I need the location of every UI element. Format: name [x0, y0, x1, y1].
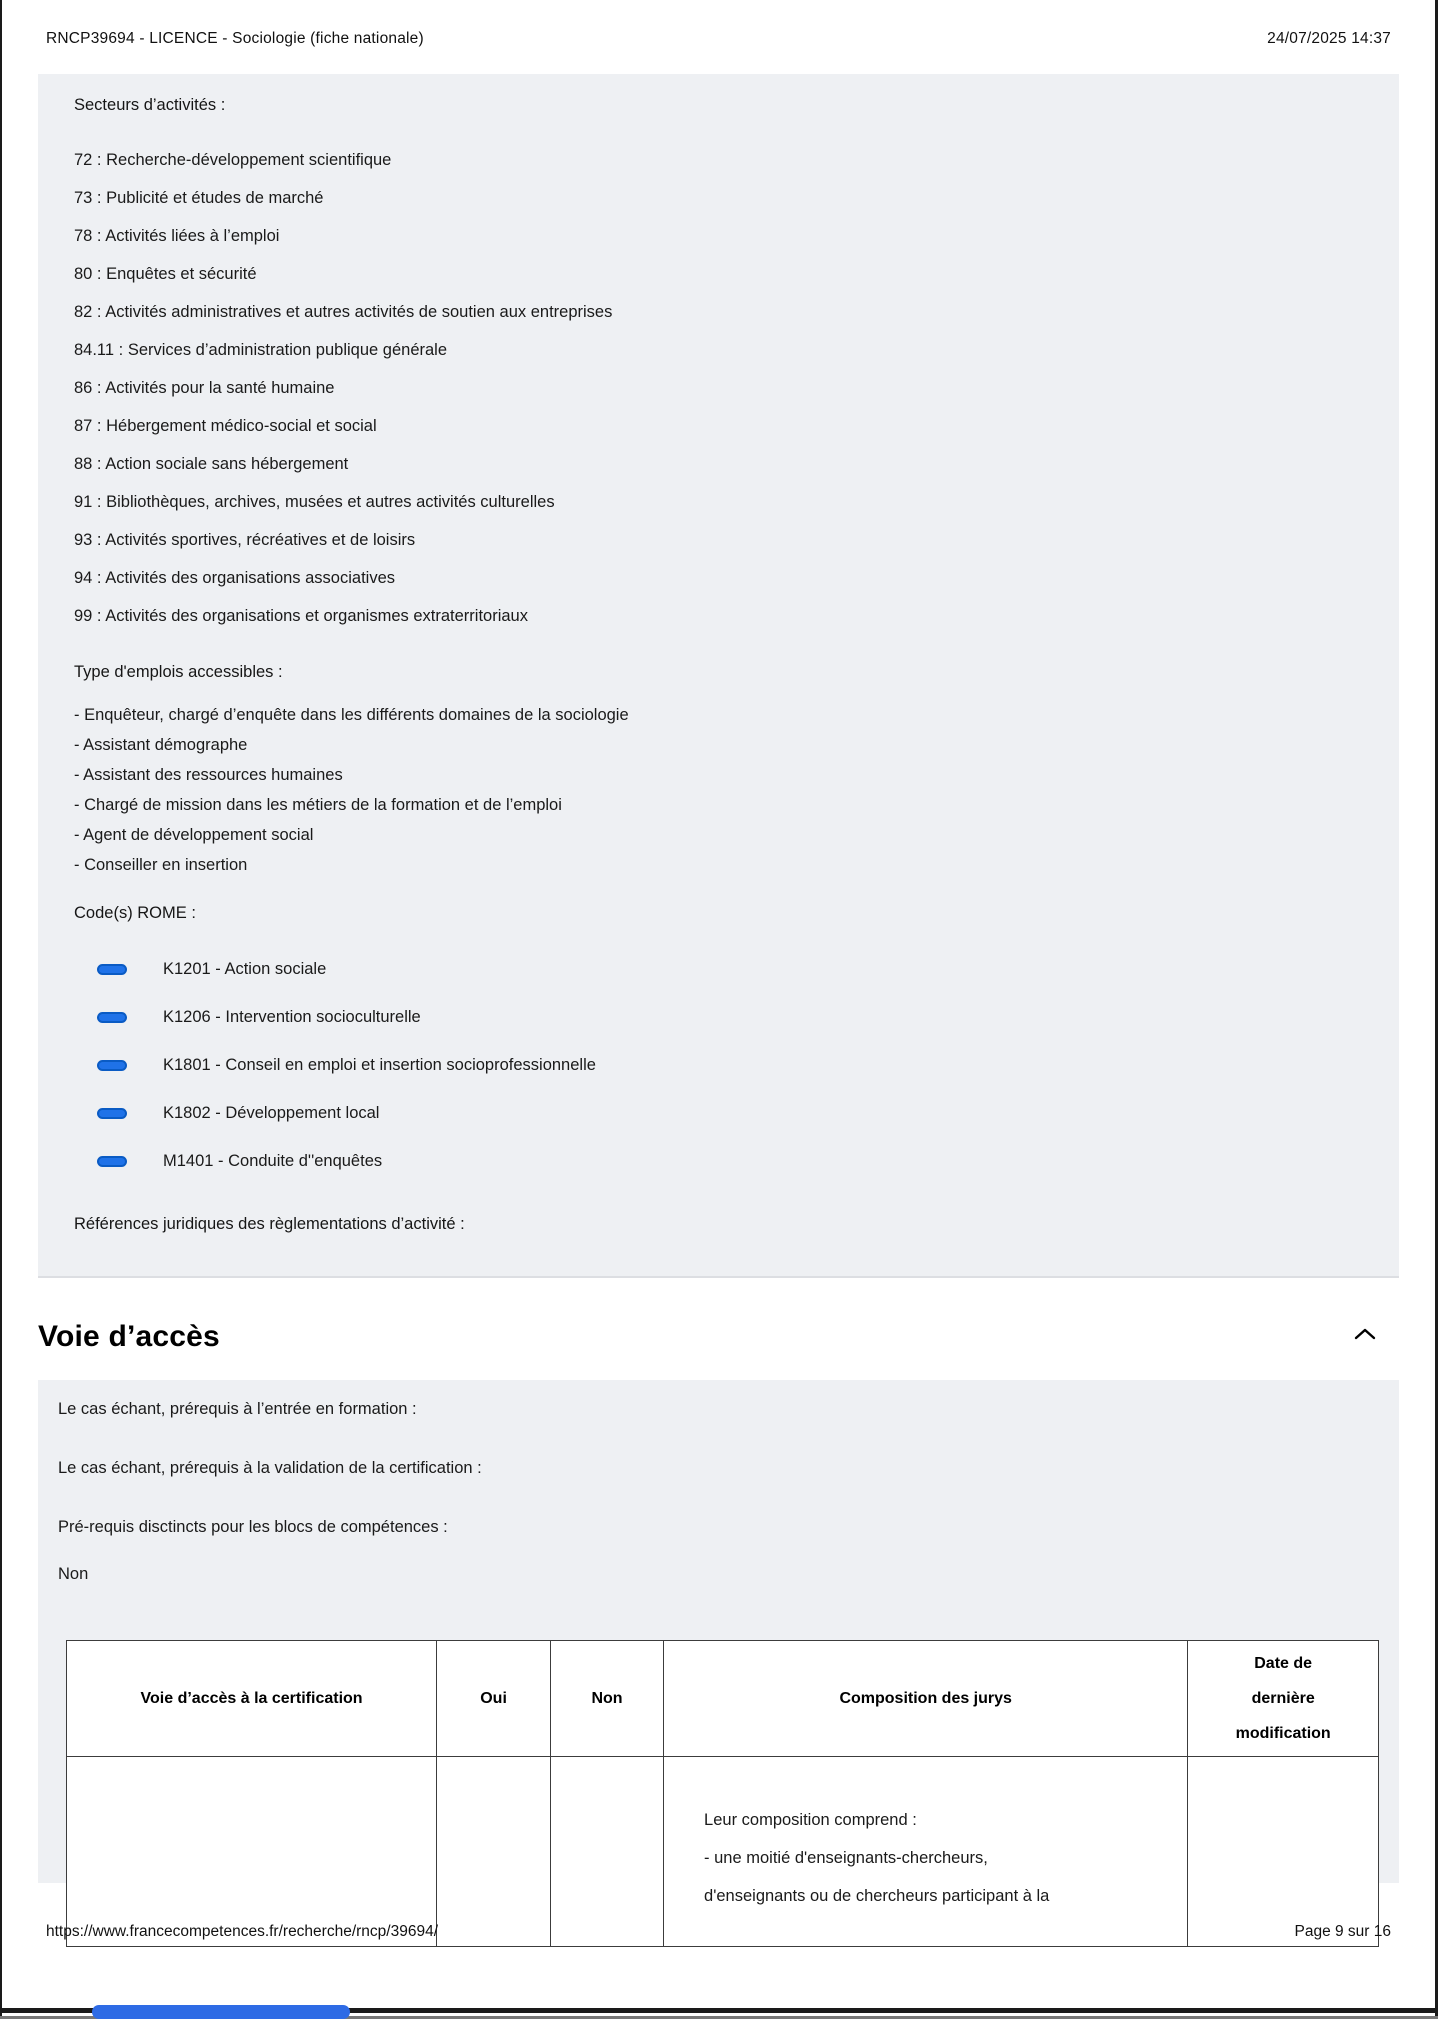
composition-line: Leur composition comprend :	[704, 1811, 917, 1829]
rome-code-label: K1802 - Développement local	[163, 1103, 380, 1122]
page-header	[2, 0, 1435, 48]
sector-item: 80 : Enquêtes et sécurité	[74, 265, 257, 283]
cell-composition	[664, 1757, 1188, 1947]
rome-code-item	[74, 1089, 1363, 1137]
sector-item: 84.11 : Services d’administration publique générale	[74, 341, 448, 359]
rome-codes-list	[74, 945, 1363, 1185]
cell-non	[551, 1757, 664, 1947]
sector-item: 87 : Hébergement médico-social et social	[74, 417, 377, 435]
page-footer	[2, 1923, 1435, 1941]
rome-code-item	[74, 1041, 1363, 1089]
rome-bullet-icon	[97, 1108, 127, 1119]
document-title: RNCP39694 - LICENCE - Sociologie (fiche nationale)	[46, 30, 424, 47]
sector-item: 82 : Activités administratives et autres activités de soutien aux entreprises	[74, 303, 613, 321]
sector-item: 88 : Action sociale sans hébergement	[74, 455, 349, 473]
cell-date-modification	[1188, 1757, 1379, 1947]
rome-bullet-icon	[97, 1060, 127, 1071]
rome-code-item	[74, 1137, 1363, 1185]
job-item: - Enquêteur, chargé d’enquête dans les différents domaines de la sociologie	[74, 706, 629, 724]
sector-item: 78 : Activités liées à l’emploi	[74, 227, 280, 245]
cell-oui	[437, 1757, 551, 1947]
print-datetime: 24/07/2025 14:37	[1267, 30, 1391, 47]
access-section-title: Voie d’accès	[38, 1320, 220, 1353]
jobs-label: Type d'emplois accessibles :	[74, 663, 283, 681]
rome-bullet-icon	[97, 1012, 127, 1023]
sector-item: 73 : Publicité et études de marché	[74, 189, 324, 207]
composition-line: d'enseignants ou de chercheurs participant à la	[704, 1887, 1050, 1905]
activity-panel	[38, 74, 1399, 1278]
col-header-non: Non	[551, 1641, 664, 1757]
prereq-validation-label: Le cas échant, prérequis à la validation de la certification :	[58, 1459, 482, 1477]
rome-bullet-icon	[97, 964, 127, 975]
sector-item: 72 : Recherche-développement scientifique	[74, 151, 392, 169]
job-item: - Assistant démographe	[74, 736, 248, 754]
access-section-header	[38, 1320, 1399, 1354]
legal-references-label: Références juridiques des règlementations d’activité :	[74, 1215, 465, 1233]
cell-voie	[67, 1757, 437, 1947]
prereq-entry-label: Le cas échant, prérequis à l’entrée en formation :	[58, 1400, 417, 1418]
chevron-up-icon[interactable]	[1353, 1326, 1377, 1347]
prereq-blocks-label: Pré-requis disctincts pour les blocs de compétences :	[58, 1518, 448, 1536]
access-table-row	[67, 1757, 1379, 1947]
job-item: - Conseiller en insertion	[74, 856, 248, 874]
bottom-blue-bar	[92, 2005, 350, 2019]
col-header-oui: Oui	[437, 1641, 551, 1757]
rome-label: Code(s) ROME :	[74, 904, 196, 922]
access-panel	[38, 1380, 1399, 1905]
access-table	[66, 1640, 1379, 1947]
sectors-list	[74, 141, 1363, 635]
sector-item: 86 : Activités pour la santé humaine	[74, 379, 335, 397]
jobs-list	[74, 700, 1363, 880]
sector-item: 99 : Activités des organisations et organismes extraterritoriaux	[74, 607, 528, 625]
sectors-label: Secteurs d’activités :	[74, 96, 226, 114]
col-header-composition: Composition des jurys	[664, 1641, 1188, 1757]
job-item: - Assistant des ressources humaines	[74, 766, 343, 784]
rome-code-item	[74, 993, 1363, 1041]
col-header-voie: Voie d’accès à la certification	[67, 1641, 437, 1757]
footer-url: https://www.francecompetences.fr/recherche/rncp/39694/	[46, 1923, 439, 1940]
job-item: - Agent de développement social	[74, 826, 314, 844]
rome-bullet-icon	[97, 1156, 127, 1167]
col-header-date-modification: Date de dernière modification	[1188, 1641, 1379, 1757]
access-table-header-row	[67, 1641, 1379, 1757]
rome-code-label: K1206 - Intervention socioculturelle	[163, 1007, 421, 1026]
composition-line: - une moitié d'enseignants-chercheurs,	[704, 1849, 988, 1867]
footer-page-number: Page 9 sur 16	[1294, 1923, 1391, 1940]
sector-item: 91 : Bibliothèques, archives, musées et autres activités culturelles	[74, 493, 555, 511]
sector-item: 93 : Activités sportives, récréatives et de loisirs	[74, 531, 416, 549]
rome-code-label: K1201 - Action sociale	[163, 959, 327, 978]
rome-code-label: K1801 - Conseil en emploi et insertion socioprofessionnelle	[163, 1055, 596, 1074]
prereq-blocks-value: Non	[58, 1565, 89, 1583]
rome-code-item	[74, 945, 1363, 993]
job-item: - Chargé de mission dans les métiers de la formation et de l’emploi	[74, 796, 562, 814]
rome-code-label: M1401 - Conduite d''enquêtes	[163, 1151, 383, 1170]
sector-item: 94 : Activités des organisations associatives	[74, 569, 396, 587]
